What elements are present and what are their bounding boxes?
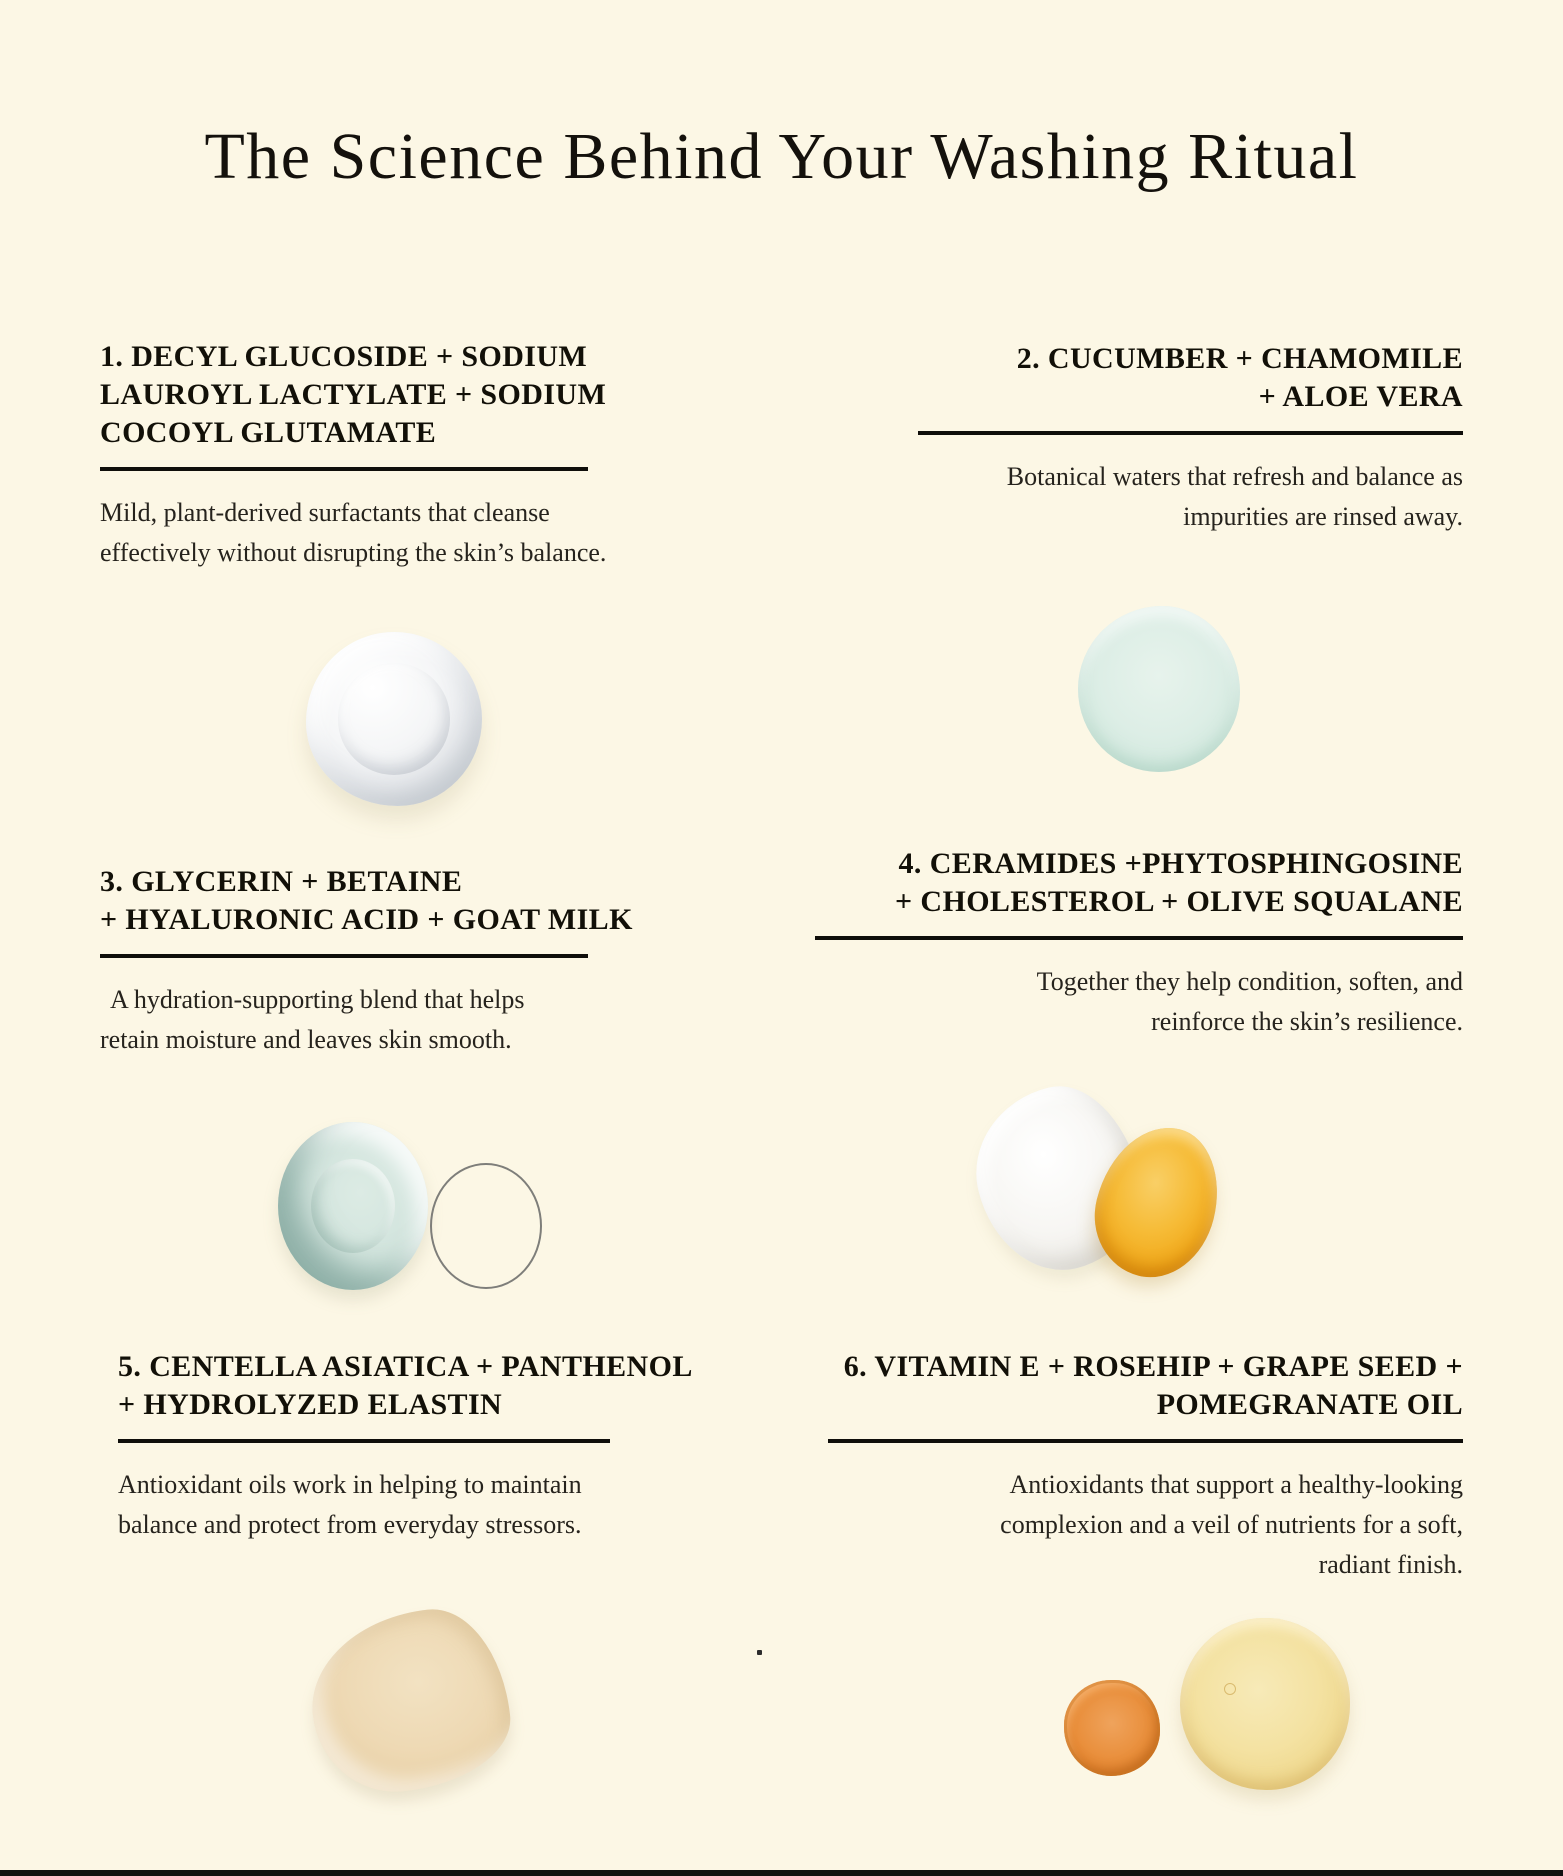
heading-line: POMEGRANATE OIL bbox=[1156, 1388, 1463, 1421]
heading-line: 1. DECYL GLUCOSIDE + SODIUM bbox=[100, 340, 588, 373]
description-line: retain moisture and leaves skin smooth. bbox=[100, 1025, 512, 1054]
description-line: Together they help condition, soften, and bbox=[1036, 967, 1463, 996]
section-heading bbox=[713, 1348, 1463, 1424]
heading-underline bbox=[118, 1439, 610, 1443]
heading-line: COCOYL GLUTAMATE bbox=[100, 416, 437, 449]
section-description bbox=[713, 457, 1463, 537]
heading-underline bbox=[815, 936, 1463, 940]
botanical-water-drop-image bbox=[1078, 606, 1240, 772]
section-description bbox=[713, 962, 1463, 1042]
heading-line: 2. CUCUMBER + CHAMOMILE bbox=[1016, 342, 1463, 375]
section-heading bbox=[118, 1348, 693, 1424]
orange-oil-drop-image bbox=[1064, 1680, 1160, 1776]
description-line: balance and protect from everyday stressors. bbox=[118, 1510, 582, 1539]
section-description bbox=[100, 493, 605, 573]
section-heading bbox=[713, 845, 1463, 921]
section-heading bbox=[100, 338, 605, 452]
heading-line: LAUROYL LACTYLATE + SODIUM bbox=[100, 378, 607, 411]
description-line: Botanical waters that refresh and balance as bbox=[1006, 462, 1463, 491]
heading-line: 4. CERAMIDES +PHYTOSPHINGOSINE bbox=[898, 847, 1463, 880]
mint-cream-disc-image bbox=[278, 1122, 428, 1290]
ingredient-section-5 bbox=[118, 1348, 693, 1545]
page-title: The Science Behind Your Washing Ritual bbox=[204, 120, 1359, 193]
ingredient-section-4 bbox=[713, 845, 1463, 1042]
ingredient-section-1 bbox=[100, 338, 605, 573]
description-line: Antioxidant oils work in helping to maintain bbox=[118, 1470, 582, 1499]
bottom-border bbox=[0, 1870, 1563, 1876]
description-line: A hydration-supporting blend that helps bbox=[110, 985, 525, 1014]
section-heading bbox=[100, 863, 633, 939]
heading-underline bbox=[918, 431, 1463, 435]
description-line: complexion and a veil of nutrients for a soft, bbox=[1000, 1510, 1463, 1539]
heading-line: + HYALURONIC ACID + GOAT MILK bbox=[100, 903, 633, 936]
section-description bbox=[100, 980, 605, 1060]
description-line: Antioxidants that support a healthy-looking bbox=[1009, 1470, 1463, 1499]
ink-speck bbox=[757, 1650, 762, 1655]
description-line: reinforce the skin’s resilience. bbox=[1151, 1007, 1463, 1036]
white-cream-dollop-image bbox=[306, 632, 482, 806]
ingredient-section-3 bbox=[100, 863, 633, 1060]
heading-line: 5. CENTELLA ASIATICA + PANTHENOL bbox=[118, 1350, 693, 1383]
heading-line: 6. VITAMIN E + ROSEHIP + GRAPE SEED + bbox=[843, 1350, 1463, 1383]
section-heading bbox=[713, 340, 1463, 416]
ingredient-section-2 bbox=[713, 340, 1463, 537]
golden-oil-drop-image bbox=[1180, 1618, 1350, 1790]
heading-line: + HYDROLYZED ELASTIN bbox=[118, 1388, 503, 1421]
empty-ring-image bbox=[430, 1163, 542, 1289]
heading-line: 3. GLYCERIN + BETAINE bbox=[100, 865, 463, 898]
section-description bbox=[713, 1465, 1463, 1585]
heading-line: + CHOLESTEROL + OLIVE SQUALANE bbox=[895, 885, 1463, 918]
heading-line: + ALOE VERA bbox=[1258, 380, 1463, 413]
heading-underline bbox=[100, 467, 588, 471]
description-line: Mild, plant-derived surfactants that cleanse bbox=[100, 498, 550, 527]
heading-underline bbox=[828, 1439, 1463, 1443]
description-line: radiant finish. bbox=[1318, 1550, 1463, 1579]
heading-underline bbox=[100, 954, 588, 958]
ingredient-section-6 bbox=[713, 1348, 1463, 1585]
description-line: effectively without disrupting the skin’s balance. bbox=[100, 538, 607, 567]
beige-lotion-smear-image bbox=[303, 1602, 517, 1800]
section-description bbox=[118, 1465, 638, 1545]
description-line: impurities are rinsed away. bbox=[1183, 502, 1463, 531]
